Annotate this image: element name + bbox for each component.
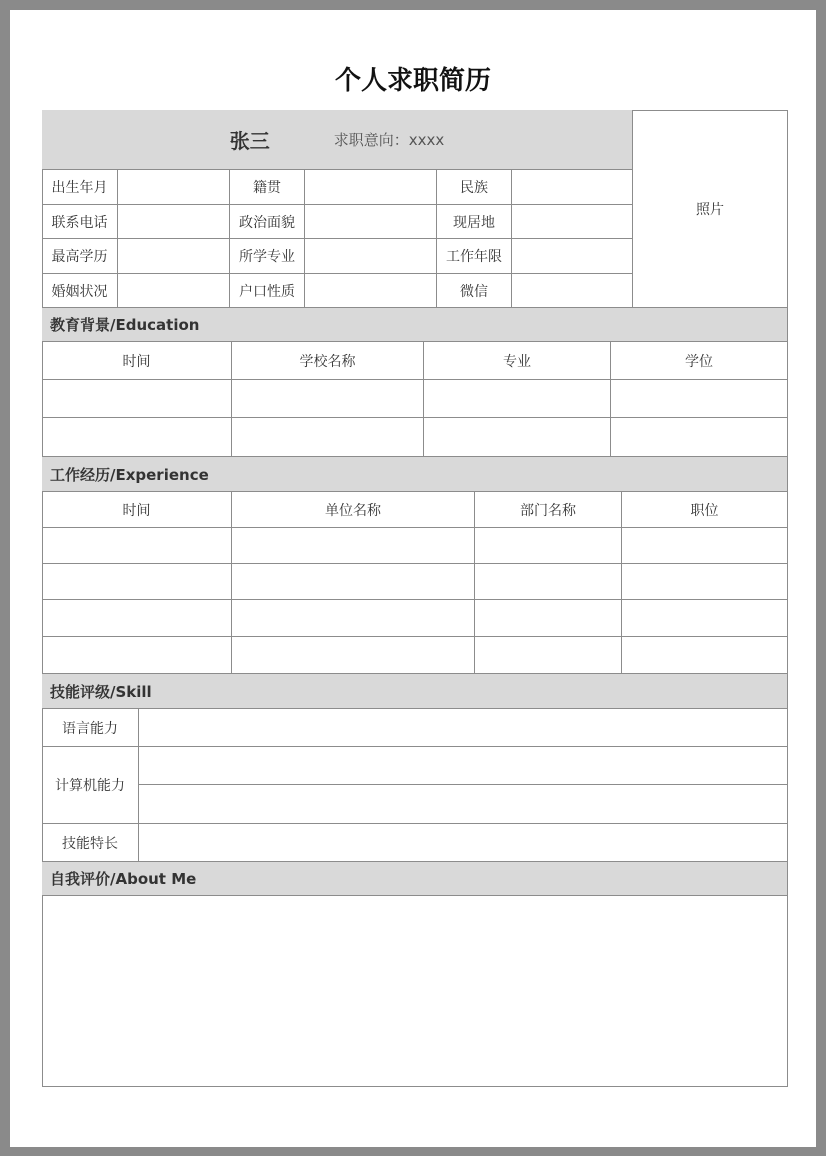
education-cell[interactable] bbox=[232, 380, 424, 418]
experience-cell[interactable] bbox=[42, 528, 232, 564]
skill-label: 语言能力 bbox=[42, 709, 139, 747]
education-cell[interactable] bbox=[42, 380, 232, 418]
experience-cell[interactable] bbox=[232, 600, 475, 637]
experience-col-header: 职位 bbox=[622, 492, 788, 528]
education-cell[interactable] bbox=[42, 418, 232, 457]
info-label: 户口性质 bbox=[230, 274, 305, 308]
info-label: 微信 bbox=[437, 274, 512, 308]
experience-cell[interactable] bbox=[475, 528, 622, 564]
education-cell[interactable] bbox=[424, 380, 611, 418]
resume-page bbox=[10, 10, 816, 1147]
info-value[interactable] bbox=[512, 170, 633, 205]
info-value[interactable] bbox=[512, 239, 633, 274]
skill-value[interactable] bbox=[139, 785, 788, 824]
experience-heading: 工作经历/Experience bbox=[42, 457, 788, 492]
education-col-header: 时间 bbox=[42, 342, 232, 380]
info-label: 民族 bbox=[437, 170, 512, 205]
experience-cell[interactable] bbox=[622, 637, 788, 674]
experience-cell[interactable] bbox=[622, 528, 788, 564]
info-label: 所学专业 bbox=[230, 239, 305, 274]
experience-cell[interactable] bbox=[475, 600, 622, 637]
info-label: 政治面貌 bbox=[230, 205, 305, 239]
skill-value[interactable] bbox=[139, 747, 788, 785]
experience-col-header: 单位名称 bbox=[232, 492, 475, 528]
education-col-header: 专业 bbox=[424, 342, 611, 380]
about-heading: 自我评价/About Me bbox=[42, 862, 788, 896]
info-label: 婚姻状况 bbox=[42, 274, 118, 308]
info-label: 工作年限 bbox=[437, 239, 512, 274]
info-label: 出生年月 bbox=[42, 170, 118, 205]
experience-cell[interactable] bbox=[475, 564, 622, 600]
info-value[interactable] bbox=[305, 274, 437, 308]
experience-cell[interactable] bbox=[42, 600, 232, 637]
experience-cell[interactable] bbox=[232, 528, 475, 564]
education-col-header: 学校名称 bbox=[232, 342, 424, 380]
skill-label: 计算机能力 bbox=[42, 747, 139, 824]
experience-col-header: 时间 bbox=[42, 492, 232, 528]
info-value[interactable] bbox=[512, 274, 633, 308]
info-value[interactable] bbox=[305, 205, 437, 239]
info-label: 现居地 bbox=[437, 205, 512, 239]
skill-heading: 技能评级/Skill bbox=[42, 674, 788, 709]
experience-col-header: 部门名称 bbox=[475, 492, 622, 528]
education-cell[interactable] bbox=[424, 418, 611, 457]
info-label: 联系电话 bbox=[42, 205, 118, 239]
info-label: 籍贯 bbox=[230, 170, 305, 205]
info-value[interactable] bbox=[118, 239, 230, 274]
info-value[interactable] bbox=[118, 274, 230, 308]
education-cell[interactable] bbox=[611, 380, 788, 418]
info-value[interactable] bbox=[512, 205, 633, 239]
photo-cell: 照片 bbox=[633, 110, 788, 308]
skill-value[interactable] bbox=[139, 824, 788, 862]
experience-cell[interactable] bbox=[232, 637, 475, 674]
experience-cell[interactable] bbox=[622, 600, 788, 637]
education-cell[interactable] bbox=[232, 418, 424, 457]
name-header bbox=[42, 110, 633, 170]
experience-cell[interactable] bbox=[475, 637, 622, 674]
experience-cell[interactable] bbox=[622, 564, 788, 600]
info-value[interactable] bbox=[118, 170, 230, 205]
education-cell[interactable] bbox=[611, 418, 788, 457]
job-intent: 求职意向：xxxx bbox=[333, 131, 445, 149]
education-col-header: 学位 bbox=[611, 342, 788, 380]
experience-cell[interactable] bbox=[232, 564, 475, 600]
info-value[interactable] bbox=[305, 170, 437, 205]
info-label: 最高学历 bbox=[42, 239, 118, 274]
info-value[interactable] bbox=[305, 239, 437, 274]
candidate-name: 张三 bbox=[229, 129, 270, 153]
experience-cell[interactable] bbox=[42, 637, 232, 674]
about-content[interactable] bbox=[42, 896, 788, 1087]
experience-cell[interactable] bbox=[42, 564, 232, 600]
info-value[interactable] bbox=[118, 205, 230, 239]
education-heading: 教育背景/Education bbox=[42, 308, 788, 342]
page-title: 个人求职简历 bbox=[334, 66, 491, 96]
skill-value[interactable] bbox=[139, 709, 788, 747]
skill-label: 技能特长 bbox=[42, 824, 139, 862]
